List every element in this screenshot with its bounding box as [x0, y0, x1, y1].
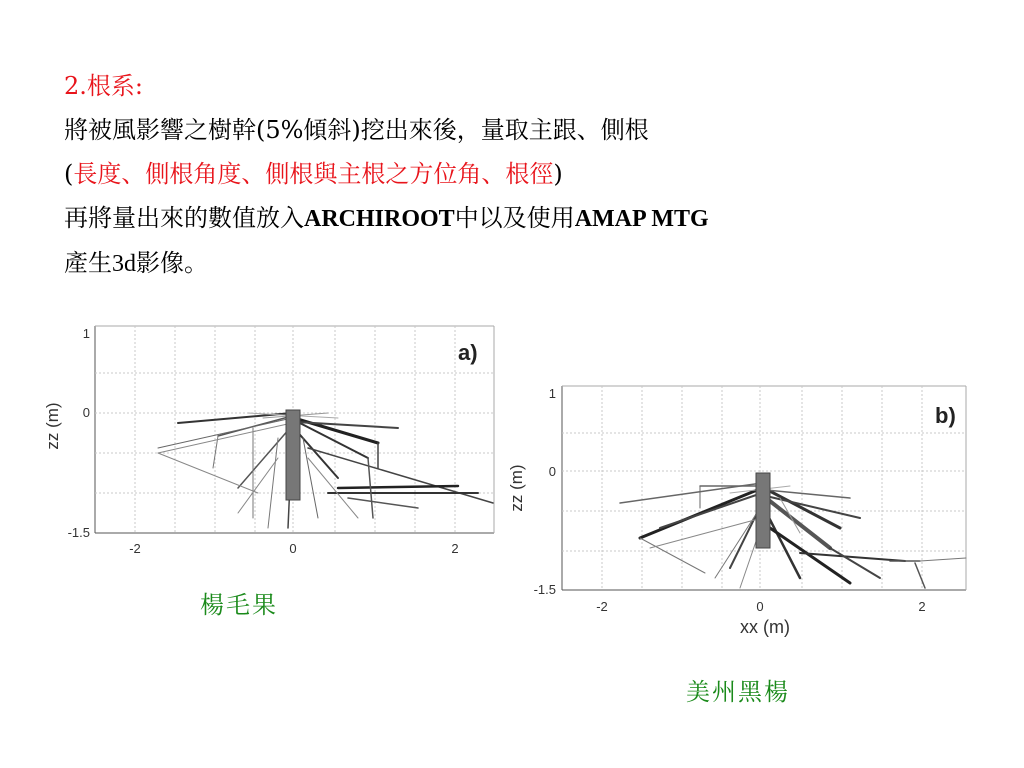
plot-b-panel-label: b) — [935, 403, 956, 428]
paren-open: ( — [64, 160, 74, 188]
plot-a-ytick-2: 0 — [82, 405, 90, 420]
plot-a-xtick-3: 2 — [451, 541, 459, 556]
amap-term: AMAP MTG — [574, 206, 709, 232]
plot-b-xtick-3: 2 — [918, 599, 926, 614]
measurements-list: 長度、側根角度、側根與主根之方位角、根徑 — [73, 160, 554, 188]
description-line-3 — [64, 196, 1004, 241]
line3-part1: 再將量出來的數值放入 — [64, 204, 304, 232]
plot-b-xtick-1: -2 — [596, 599, 608, 614]
root-plot-b — [500, 378, 970, 643]
section-heading: 2.根系: — [64, 72, 143, 100]
archiroot-term: ARCHIROOT — [304, 206, 455, 232]
plot-b-xtick-2: 0 — [756, 599, 764, 614]
line4-part3: 影像。 — [136, 249, 208, 277]
caption-plot-b: 美州黑楊 — [686, 678, 790, 706]
plot-a-panel-label: a) — [458, 340, 478, 365]
plot-b-ytick-3: -1.5 — [533, 582, 556, 597]
plot-b-xlabel: xx (m) — [740, 617, 790, 637]
description-line-4 — [64, 241, 1004, 286]
plot-a-ytick-1: 1 — [82, 326, 90, 341]
line3-part2: 中以及使用 — [454, 204, 575, 232]
description-line-2 — [64, 152, 1004, 196]
description-line-1: 將被風影響之樹幹(5%傾斜)挖出來後，量取主跟、側根 — [64, 116, 649, 144]
paren-close: ) — [553, 160, 563, 188]
slide-text — [64, 64, 1004, 286]
plot-a-ytick-3: -1.5 — [67, 525, 90, 540]
plot-a-roots — [158, 410, 493, 528]
plot-b-ytick-2: 0 — [548, 464, 556, 479]
caption-plot-a: 楊毛果 — [200, 591, 278, 619]
plot-b-ylabel: zz (m) — [507, 464, 526, 512]
line4-part2: 3d — [112, 251, 136, 277]
line4-part1: 產生 — [64, 249, 112, 277]
plot-b-ytick-1: 1 — [548, 386, 556, 401]
plot-b-roots — [620, 473, 966, 588]
plot-a-xtick-1: -2 — [129, 541, 141, 556]
plot-a-xtick-2: 0 — [289, 541, 297, 556]
root-plot-a — [38, 318, 498, 558]
plot-a-ylabel: zz (m) — [43, 402, 62, 450]
